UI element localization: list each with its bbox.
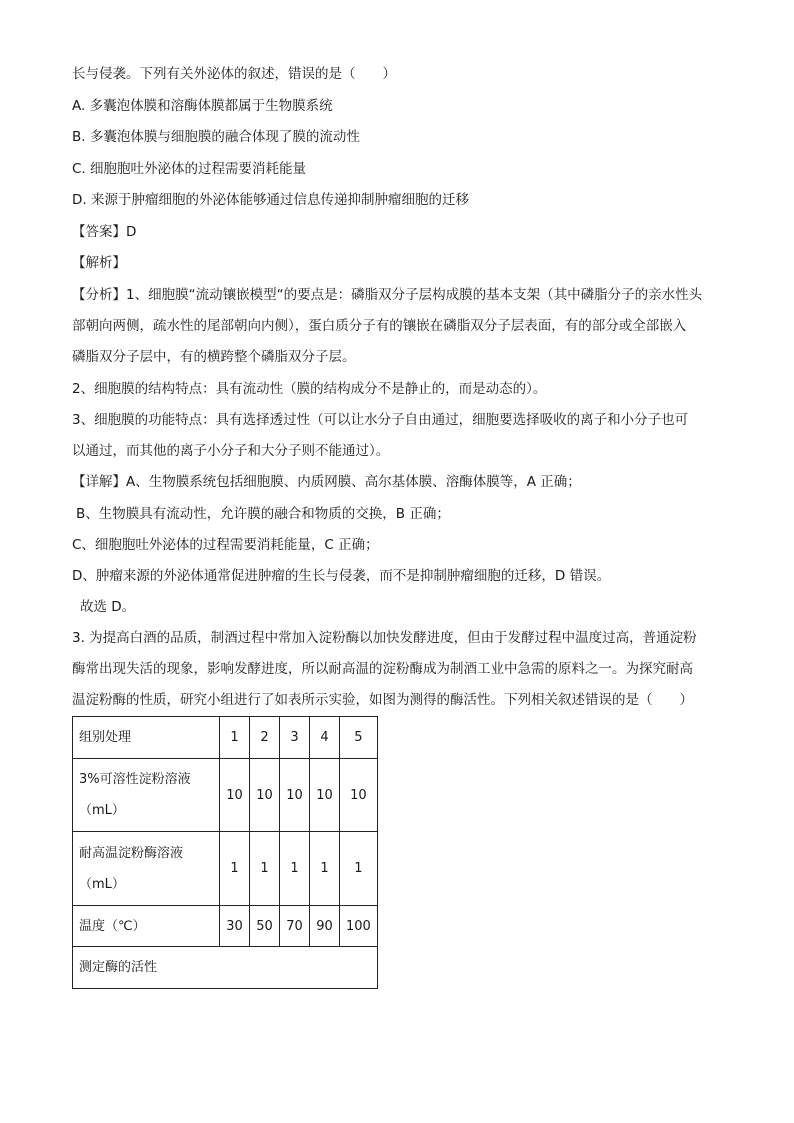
table-row [73,717,378,759]
option-b: B. 多囊泡体膜与细胞膜的融合体现了膜的流动性 [72,129,360,145]
detail-c: C、细胞胞吐外泌体的过程需要消耗能量，C 正确； [72,537,379,553]
analysis-heading: 【解析】 [72,255,126,271]
table-cell: 10 [250,759,280,832]
question-3-stem-cont2: 温淀粉酶的性质，研究小组进行了如表所示实验，如图为测得的酶活性。下列相关叙述错误的是（ ） [72,692,693,708]
detail-a: 【详解】A、生物膜系统包括细胞膜、内质网膜、高尔基体膜、溶酶体膜等，A 正确； [72,474,581,490]
experiment-table [72,716,378,989]
row-label [73,832,220,906]
row-label-unit: （mL） [79,876,125,892]
analysis-point-3: 3、细胞膜的功能特点：具有选择透过性（可以让水分子自由通过，细胞要选择吸收的离子和小分子也可 [72,412,689,428]
row-label [73,759,220,832]
table-row [73,947,378,989]
table-row [73,906,378,947]
option-a: A. 多囊泡体膜和溶酶体膜都属于生物膜系统 [72,98,333,114]
table-cell: 1 [280,832,310,906]
analysis-point-1-cont: 部朝向两侧，疏水性的尾部朝向内侧），蛋白质分子有的镶嵌在磷脂双分子层表面，有的部分或全部嵌入 [72,318,687,334]
table-cell: 1 [250,832,280,906]
analysis-point-2: 2、细胞膜的结构特点：具有流动性（膜的结构成分不是静止的，而是动态的）。 [72,381,547,397]
group-header: 3 [280,717,310,759]
table-cell: 70 [280,906,310,947]
question-3-stem: 3. 为提高白酒的品质，制酒过程中常加入淀粉酶以加快发酵进度，但由于发酵过程中温度过高，普通淀粉 [72,630,697,646]
analysis-point-1-cont2: 磷脂双分子层中，有的横跨整个磷脂双分子层。 [72,349,356,365]
table-cell: 10 [220,759,250,832]
table-cell: 10 [280,759,310,832]
table-cell: 1 [310,832,340,906]
option-c: C. 细胞胞吐外泌体的过程需要消耗能量 [72,161,307,177]
group-header: 5 [340,717,378,759]
table-cell: 10 [310,759,340,832]
final-choice: 故选 D。 [80,599,136,615]
detail-b: B、生物膜具有流动性，允许膜的融合和物质的交换，B 正确； [76,506,450,522]
question-3-stem-cont: 酶常出现失活的现象，影响发酵进度，所以耐高温的淀粉酶成为制酒工业中急需的原料之一。为探究耐高 [72,661,693,677]
group-header: 2 [250,717,280,759]
table-cell: 30 [220,906,250,947]
row-label: 测定酶的活性 [73,947,378,989]
row-label-unit: （mL） [79,803,125,818]
detail-d: D、肿瘤来源的外泌体通常促进肿瘤的生长与侵袭，而不是抑制肿瘤细胞的迁移，D 错误。 [72,568,611,584]
table-cell: 100 [340,906,378,947]
table-cell: 50 [250,906,280,947]
group-header: 4 [310,717,340,759]
table-row [73,759,378,832]
table-cell: 1 [340,832,378,906]
answer-line: 【答案】D [72,224,137,240]
analysis-point-1: 【分析】1、细胞膜“流动镶嵌模型“的要点是：磷脂双分子层构成膜的基本支架（其中磷脂分子的亲水性头 [72,287,703,303]
row-label: 温度（℃） [73,906,220,947]
row-label-line: 3%可溶性淀粉溶液 [79,772,191,787]
table-cell: 90 [310,906,340,947]
option-d: D. 来源于肿瘤细胞的外泌体能够通过信息传递抑制肿瘤细胞的迁移 [72,192,469,208]
table-cell: 10 [340,759,378,832]
table-cell: 1 [220,832,250,906]
table-row [73,832,378,906]
group-header: 1 [220,717,250,759]
analysis-point-3-cont: 以通过，而其他的离子小分子和大分子则不能通过）。 [72,443,390,459]
row-label-line: 耐高温淀粉酶溶液 [79,845,184,861]
question-stem: 长与侵袭。下列有关外泌体的叙述，错误的是（ ） [72,66,396,82]
table-header-label: 组别处理 [73,717,220,759]
